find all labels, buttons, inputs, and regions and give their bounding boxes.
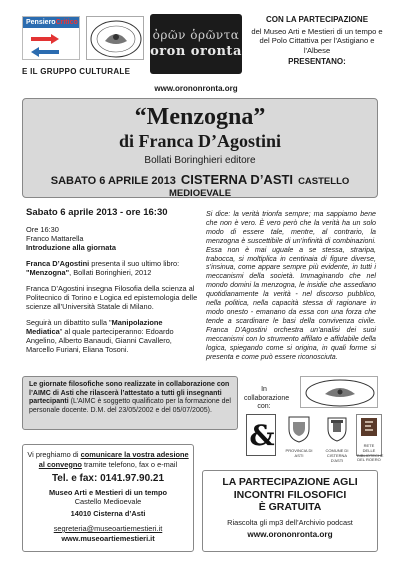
seal-emblem-icon [301, 377, 379, 409]
podcast-website-link[interactable]: www.orononronta.org [247, 529, 333, 539]
podcast-text: Riascolta gli mp3 dell’Archivio podcast [227, 517, 353, 527]
program-date-heading: Sabato 6 aprile 2013 - ore 16:30 [26, 207, 168, 218]
rete-biblioteche-logo [356, 414, 384, 463]
header-website-link[interactable]: www.orononronta.org [154, 84, 238, 93]
presentano-label: PRESENTANO: [288, 57, 346, 67]
pensiero-critico-logo [22, 16, 80, 60]
debate-text-a: Seguirà un dibattito sulla " [26, 318, 112, 327]
collaboration-label: In collaborazione con: [244, 386, 290, 410]
municipal-crest-icon [322, 414, 352, 444]
presentation-text: presenta il suo ultimo libro: [89, 259, 180, 268]
pc-word-1: Pensiero [26, 19, 56, 26]
museum-castle: Castello Medioevale [74, 497, 142, 506]
book-quote: Si dice: la verità trionfa sempre; ma sappiamo bene che non è vero. È vero però che la verità ha un solo modo di essere tale, mentre, al contrario, la menzogna è suscettibile di un’infinità di combinazioni. Essa non è mai uguale a se stessa, straripa, trabocca, si moltiplica in centinaia di figure diverse, s’insinua, come appare sempre più evidente, in tutti i meccanismi della società. Immaginando che nel mondo domini la menzogna, le insidie che assediano quotidianamente la verità - nel discorso pubblico, nella politica, nella capacità stessa di ragionare in modo onesto - emanano da essa con una forza che tende a scardinare le basi della convivenza civile. Franca D’Agostini orchestra un’analisi dei suoi meccanismi con lo strumento affilato e affidabile della logica, spiegando come si origina, in quali forme si presenta e come può essere riconosciuta. [206, 210, 376, 361]
debate-participants: " al quale parteciperanno: Edoardo Angelino, Alberto Banaudi, Gianni Cavallero, Marcello Furiani, Eliana Tosoni. [26, 327, 174, 354]
event-title-box [22, 98, 378, 198]
svg-text:&: & [249, 419, 275, 452]
event-date: SABATO 6 APRILE 2013 [50, 175, 176, 187]
event-venue: CASTELLO MEDIOEVALE [168, 176, 350, 199]
program-intro: Introduzione alla giornata [26, 243, 116, 252]
museum-name: Museo Arti e Mestieri di un tempo [49, 487, 167, 497]
rsvp-text-a: Vi preghiamo di [27, 450, 81, 459]
partnership-block [250, 15, 384, 67]
presenter-name: Franca D’Agostini [26, 259, 90, 268]
museum-website-link[interactable]: www.museoartiemestieri.it [61, 533, 155, 543]
contact-box [22, 444, 194, 552]
comune-caption: COMUNE DI CISTERNA D'ASTI [325, 448, 349, 463]
comune-cisterna-logo [322, 414, 352, 463]
library-emblem-icon [357, 415, 381, 439]
intro-block [26, 225, 198, 252]
rsvp-line-2 [23, 460, 193, 470]
program-speaker: Franco Mattarella [26, 234, 84, 243]
participation-line-2: INCONTRI FILOSOFICI [233, 488, 347, 501]
presentation-book: "Menzogna" [26, 268, 70, 277]
library-caption: RETE DELLE BIBLIOTECHE DEL ROERO [357, 443, 384, 463]
partnership-text: del Museo Arti e Mestieri di un tempo e del Polo Cittattiva per l'Astigiano e l'Albese [251, 26, 383, 55]
museum-address: 14010 Cisterna d’Asti [70, 508, 146, 518]
rsvp-text-b: tramite telefono, fax o e-mail [81, 459, 178, 469]
debate-topic: Manipolazione Mediatica [26, 318, 163, 336]
event-place: CISTERNA D’ASTI [180, 172, 294, 187]
participation-line-1: LA PARTECIPAZIONE AGLI [222, 476, 358, 488]
presentation-edition: , Bollati Boringhieri, 2012 [69, 268, 152, 277]
rsvp-line-1 [23, 450, 193, 460]
collaboration-seal-logo [300, 376, 378, 408]
note-bold: Le giornate filosofiche sono realizzate in collaborazione con l’AIMC di Asti che rilascerà l’attestato a tutti gli insegnanti partecipanti [29, 381, 230, 406]
free-participation-box [202, 470, 378, 552]
author-bio: Franca D’Agostini insegna Filosofia della scienza al Politecnico di Torino e Logica ed epistemologia delle scienze all’Università Statale di Milano. [26, 284, 198, 311]
province-caption: PROVINCIA DI ASTI [285, 448, 313, 458]
event-date-line [23, 172, 377, 199]
aimc-logo [246, 414, 276, 456]
logo-latin-text: oron oronta [150, 44, 242, 59]
seal-emblem-icon [87, 17, 145, 61]
blue-arrow-icon [29, 46, 61, 58]
red-arrow-icon [29, 33, 61, 45]
association-seal-logo [86, 16, 144, 60]
oron-oronta-logo [150, 14, 242, 74]
rsvp-emphasis: comunicare la vostra adesione [80, 450, 189, 459]
ampersand-emblem-icon [247, 415, 277, 457]
program-time: Ore 16:30 [26, 225, 59, 234]
partnership-heading: CON LA PARTECIPAZIONE [265, 15, 369, 24]
book-publisher: Bollati Boringhieri editore [144, 155, 256, 166]
participation-heading [203, 476, 377, 514]
book-presentation [26, 259, 198, 277]
note-rest: (L’AIMC è soggetto qualificato per la formazione del personale docente. D.M. del 23/05/2002 e del 05/07/2005). [29, 398, 231, 414]
cultural-group-label: E IL GRUPPO CULTURALE [22, 67, 131, 76]
book-title: “Menzogna” [134, 104, 266, 130]
provincia-asti-logo [283, 414, 315, 456]
logo-greek-text: ὀρῶν ὁρῶντα [152, 28, 240, 42]
pc-word-2: Critico [55, 19, 78, 26]
debate-info [26, 318, 198, 354]
email-link[interactable]: segreteria@museoartiemestieri.it [53, 524, 163, 533]
rsvp-emphasis-2: al convegno [38, 459, 82, 469]
program-column [26, 208, 198, 361]
book-author: di Franca D’Agostini [119, 131, 281, 151]
phone-fax[interactable]: Tel. e fax: 0141.97.90.21 [51, 473, 165, 484]
province-shield-icon [283, 414, 315, 444]
participation-line-3: È GRATUITA [258, 501, 322, 513]
aimc-note-box [22, 376, 238, 430]
